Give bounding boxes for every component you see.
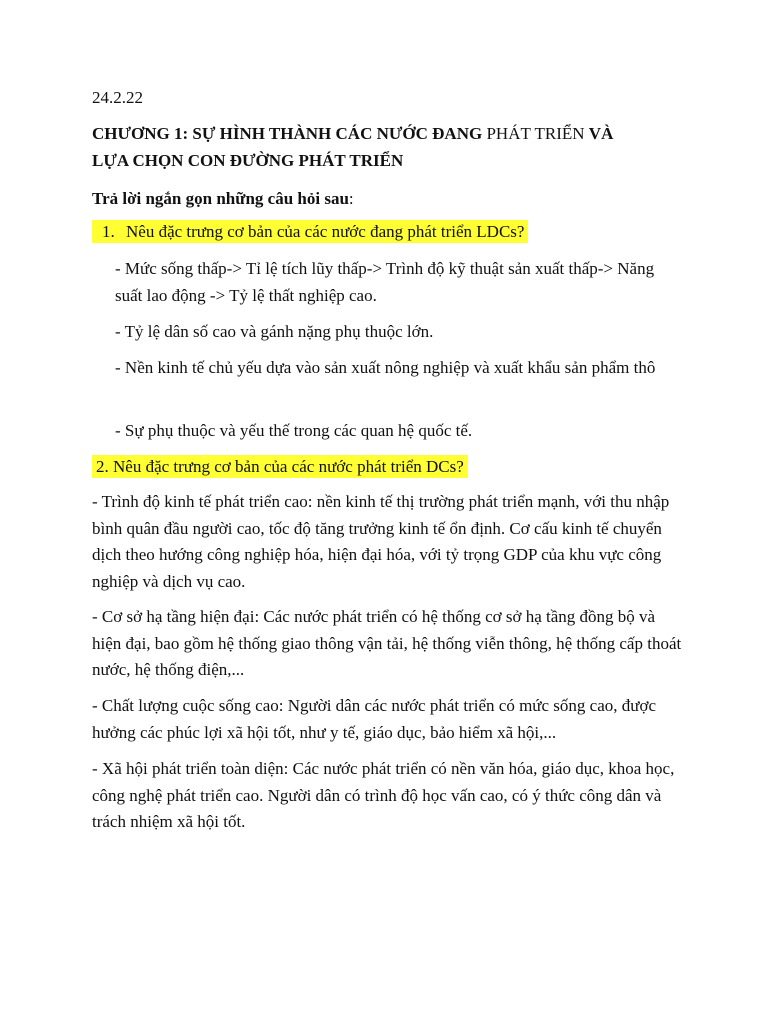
question-1-text: Nêu đặc trưng cơ bản của các nước đang phát triển LDCs? (126, 222, 525, 241)
answer-2-item: - Cơ sở hạ tầng hiện đại: Các nước phát triển có hệ thống cơ sở hạ tầng đồng bộ và hiện đại, bao gồm hệ thống giao thông vận tải, hệ thống viễn thông, hệ thống cấp thoát nước, hệ thống điện,... (92, 607, 682, 679)
question-1 (92, 221, 528, 243)
answer-2-item: - Trình độ kinh tế phát triển cao: nền kinh tế thị trường phát triển mạnh, với thu nhập bình quân đầu người cao, tốc độ tăng trưởng kinh tế ổn định. Cơ cấu kinh tế chuyển dịch theo hướng công nghiệp hóa, hiện đại hóa, với tỷ trọng GDP của khu vực công nghiệp và dịch vụ cao. (92, 492, 670, 591)
chapter-title-part-2: PHÁT TRIỂN (482, 124, 589, 143)
chapter-title-part-1: CHƯƠNG 1: SỰ HÌNH THÀNH CÁC NƯỚC ĐANG (92, 124, 483, 143)
answer-1-item: - Tỷ lệ dân số cao và gánh nặng phụ thuộc lớn. (115, 322, 434, 341)
instruction-text: Trả lời ngắn gọn những câu hỏi sau (92, 189, 349, 208)
answer-2-item: - Chất lượng cuộc sống cao: Người dân các nước phát triển có mức sống cao, được hưởng các phúc lợi xã hội tốt, như y tế, giáo dục, bảo hiểm xã hội,... (92, 696, 657, 742)
chapter-title-line-2: LỰA CHỌN CON ĐƯỜNG PHÁT TRIỂN (92, 151, 404, 170)
answer-1-item: - Nền kinh tế chủ yếu dựa vào sản xuất nông nghiệp và xuất khẩu sản phẩm thô (115, 358, 656, 377)
instruction-colon: : (348, 189, 354, 208)
question-1-number: 1. (102, 222, 115, 241)
document-date: 24.2.22 (92, 88, 143, 107)
instruction (92, 189, 354, 209)
answer-1-item: - Mức sống thấp-> Tỉ lệ tích lũy thấp-> Trình độ kỹ thuật sản xuất thấp-> Năng suất lao động -> Tỷ lệ thất nghiệp cao. (115, 259, 655, 305)
answer-2-item: - Xã hội phát triển toàn diện: Các nước phát triển có nền văn hóa, giáo dục, khoa học, công nghệ phát triển cao. Người dân có trình độ học vấn cao, có ý thức công dân và trách nhiệm xã hội tốt. (92, 759, 675, 831)
question-2-text: 2. Nêu đặc trưng cơ bản của các nước phát triển DCs? (92, 455, 468, 478)
question-2 (92, 456, 468, 478)
answer-1-item: - Sự phụ thuộc và yếu thế trong các quan hệ quốc tế. (115, 421, 473, 440)
chapter-title (92, 124, 613, 144)
chapter-title-part-3: VÀ (588, 124, 614, 143)
